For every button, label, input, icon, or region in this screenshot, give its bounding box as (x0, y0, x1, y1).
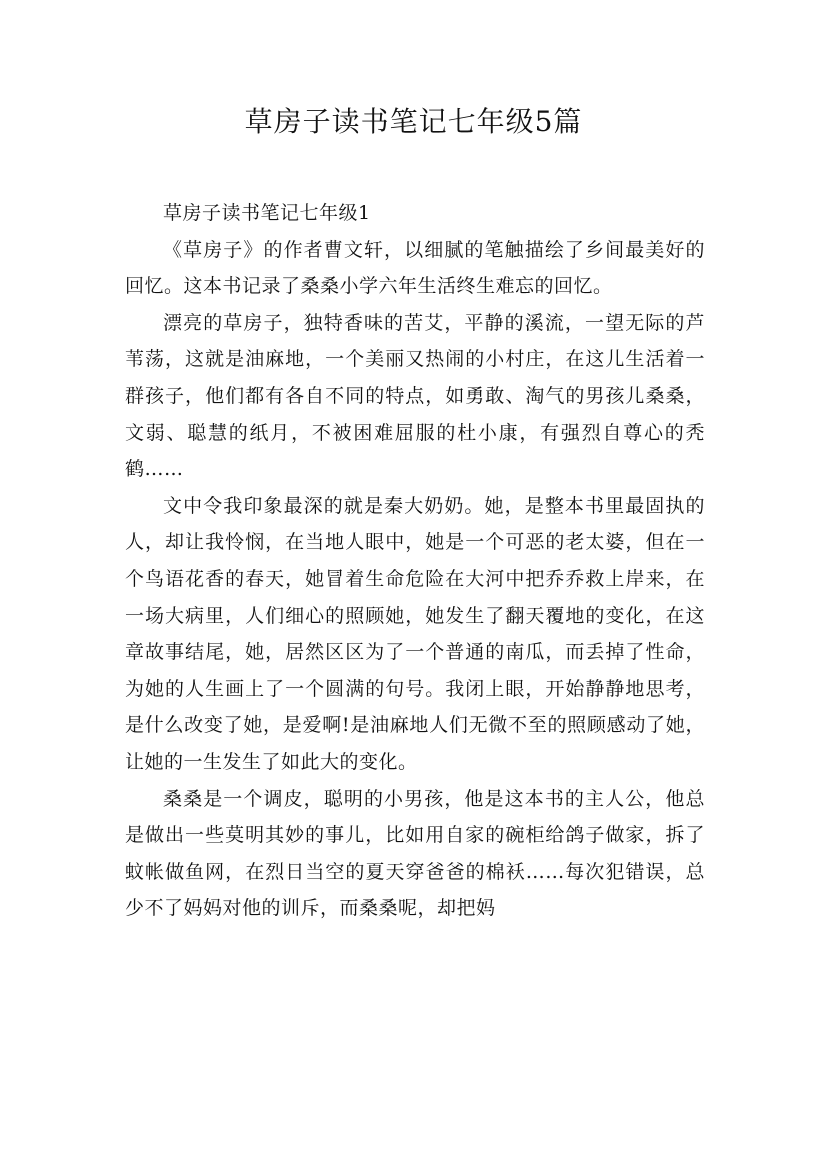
paragraph-3: 文中令我印象最深的就是秦大奶奶。她，是整本书里最固执的人，却让我怜悯，在当地人眼中，她是一个可恶的老太婆，但在一个鸟语花香的春天，她冒着生命危险在大河中把乔乔救上岸来，在一场大病里，人们细心的照顾她，她发生了翻天覆地的变化，在这章故事结尾，她，居然区区为了一个普通的南瓜，而丢掉了性命，为她的人生画上了一个圆满的句号。我闭上眼，开始静静地思考，是什么改变了她，是爱啊!是油麻地人们无微不至的照顾感动了她，让她的一生发生了如此大的变化。 (125, 494, 705, 773)
section-heading: 草房子读书笔记七年级1 (163, 202, 371, 224)
paragraph-4: 桑桑是一个调皮，聪明的小男孩，他是这本书的主人公，他总是做出一些莫明其妙的事儿，比如用自家的碗柜给鸽子做家，拆了蚊帐做鱼网，在烈日当空的夏天穿爸爸的棉袄……每次犯错误，总少不了妈妈对他的训斥，而桑桑呢，却把妈 (125, 787, 705, 920)
document-body (125, 195, 705, 927)
paragraph-1: 《草房子》的作者曹文轩，以细腻的笔触描绘了乡间最美好的回忆。这本书记录了桑桑小学六年生活终生难忘的回忆。 (125, 238, 705, 298)
paragraph-2: 漂亮的草房子，独特香味的苦艾，平静的溪流，一望无际的芦苇荡，这就是油麻地，一个美丽又热闹的小村庄，在这儿生活着一群孩子，他们都有各自不同的特点，如勇敢、淘气的男孩儿桑桑，文弱、聪慧的纸月，不被困难屈服的杜小康，有强烈自尊心的秃鹤…… (125, 311, 705, 481)
document-title: 草房子读书笔记七年级5篇 (244, 105, 583, 138)
